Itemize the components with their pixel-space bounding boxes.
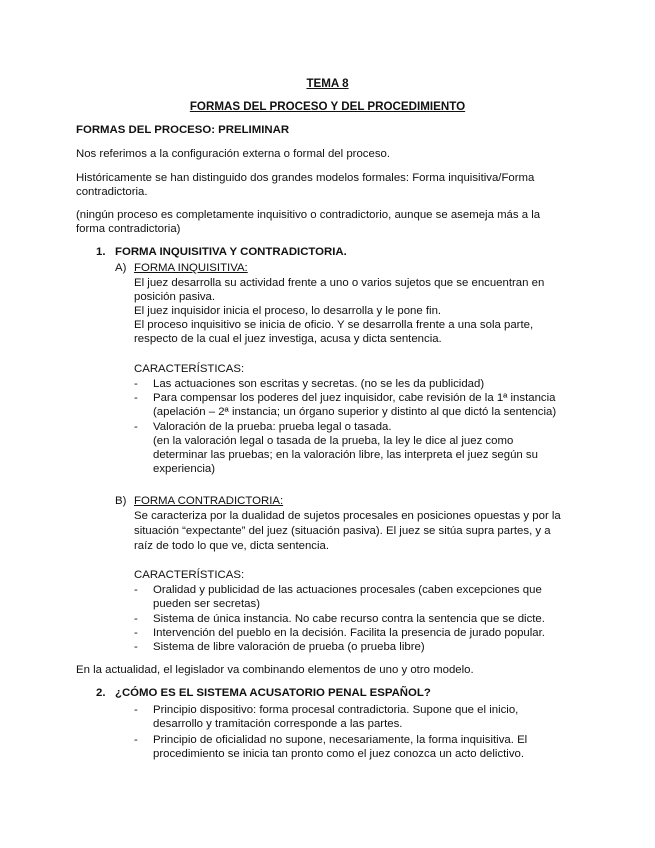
section-a-text: respecto de la cual el juez investiga, acusa y dicta sentencia. — [134, 333, 442, 345]
intro-line: forma contradictoria) — [76, 223, 181, 235]
intro-line: Históricamente se han distinguido dos grandes modelos formales: Forma inquisitiva/Forma — [76, 172, 535, 184]
bullet-dash: - — [134, 392, 138, 404]
list-item: Valoración de la prueba: prueba legal o tasada. — [153, 421, 392, 433]
intro-line: contradictoria. — [76, 186, 148, 198]
section-a-text: posición pasiva. — [134, 291, 216, 303]
section-a-letter: A) — [115, 262, 127, 274]
caracteristicas-label: CARACTERÍSTICAS: — [134, 569, 245, 581]
section-b-letter: B) — [115, 495, 127, 507]
list-item: (en la valoración legal o tasada de la prueba, la ley le dice al juez como — [153, 435, 514, 447]
list-item: Sistema de libre valoración de prueba (o prueba libre) — [153, 641, 425, 653]
section-2-number: 2. — [96, 687, 106, 699]
list-item: Sistema de única instancia. No cabe recurso contra la sentencia que se dicte. — [153, 613, 545, 625]
bullet-dash: - — [134, 627, 138, 639]
list-item: procedimiento se inicia tan pronto como el juez conozca un acto delictivo. — [153, 748, 525, 760]
list-item: Oralidad y publicidad de las actuaciones procesales (caben excepciones que — [153, 584, 542, 596]
heading-preliminar: FORMAS DEL PROCESO: PRELIMINAR — [76, 124, 290, 136]
bullet-dash: - — [134, 584, 138, 596]
list-item: Las actuaciones son escritas y secretas. (no se les da publicidad) — [153, 378, 485, 390]
section-b-text: raíz de todo lo que ve, dicta sentencia. — [134, 540, 330, 552]
section-b-title: FORMA CONTRADICTORIA: — [134, 495, 284, 507]
bullet-dash: - — [134, 421, 138, 433]
intro-line: (ningún proceso es completamente inquisitivo o contradictorio, aunque se asemeja más a la — [76, 209, 541, 221]
list-item: determinar las pruebas; en la valoración libre, las interpreta el juez según su — [153, 449, 538, 461]
bullet-dash: - — [134, 378, 138, 390]
section-1-title: FORMA INQUISITIVA Y CONTRADICTORIA. — [115, 246, 347, 258]
section-a-text: El proceso inquisitivo se inicia de oficio. Y se desarrolla frente a una sola parte, — [134, 319, 534, 331]
list-item: Intervención del pueblo en la decisión. Facilita la presencia de jurado popular. — [153, 627, 545, 639]
bullet-dash: - — [134, 641, 138, 653]
page-subtitle: FORMAS DEL PROCESO Y DEL PROCEDIMIENTO — [189, 100, 466, 113]
list-item: Principio de oficialidad no supone, necesariamente, la forma inquisitiva. El — [153, 734, 528, 746]
list-item: pueden ser secretas) — [153, 598, 261, 610]
section-1-number: 1. — [96, 246, 106, 258]
section-a-text: El juez desarrolla su actividad frente a uno o varios sujetos que se encuentran en — [134, 277, 545, 289]
bullet-dash: - — [134, 704, 138, 716]
list-item: Para compensar los poderes del juez inquisidor, cabe revisión de la 1ª instancia — [153, 392, 556, 404]
section-b-text: Se caracteriza por la dualidad de sujetos procesales en posiciones opuestas y por la — [134, 510, 561, 522]
section-b-text: situación “expectante” del juez (situación pasiva). El juez se sitúa supra partes, y a — [134, 525, 551, 537]
section-2-title: ¿CÓMO ES EL SISTEMA ACUSATORIO PENAL ESPAÑOL? — [115, 687, 431, 699]
bullet-dash: - — [134, 613, 138, 625]
section-a-title: FORMA INQUISITIVA: — [134, 262, 248, 274]
section-a-text: El juez inquisidor inicia el proceso, lo desarrolla y le pone fin. — [134, 305, 442, 317]
list-item: (apelación – 2ª instancia; un órgano superior y distinto al que dictó la sentencia) — [153, 406, 557, 418]
list-item: desarrollo y tramitación corresponde a las partes. — [153, 718, 403, 730]
actualidad-text: En la actualidad, el legislador va combinando elementos de uno y otro modelo. — [76, 664, 474, 676]
bullet-dash: - — [134, 734, 138, 746]
intro-line: Nos referimos a la configuración externa o formal del proceso. — [76, 148, 391, 160]
caracteristicas-label: CARACTERÍSTICAS: — [134, 363, 245, 375]
list-item: experiencia) — [153, 463, 216, 475]
list-item: Principio dispositivo: forma procesal contradictoria. Supone que el inicio, — [153, 704, 519, 716]
page-title: TEMA 8 — [306, 77, 349, 90]
